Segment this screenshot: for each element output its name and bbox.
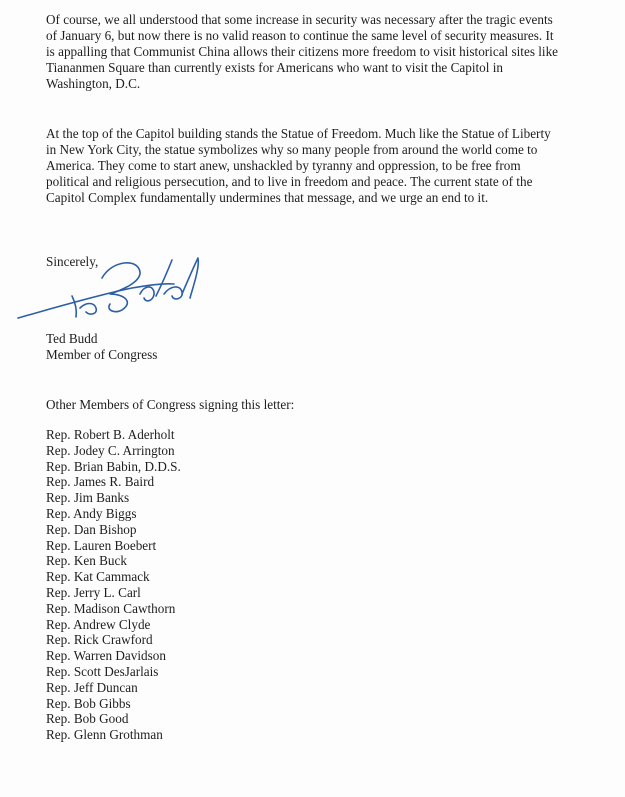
list-item: Rep. Madison Cawthorn xyxy=(46,600,176,616)
list-item: Rep. Scott DesJarlais xyxy=(46,663,159,679)
list-item: Rep. Andy Biggs xyxy=(46,505,137,521)
list-item: Rep. Jerry L. Carl xyxy=(46,584,141,600)
list-item: Rep. Jim Banks xyxy=(46,490,130,506)
list-item: Rep. Andrew Clyde xyxy=(46,616,151,632)
paragraph-line: of January 6, but now there is no valid reason to continue the same level of security measures. It xyxy=(46,28,554,43)
handwritten-signature xyxy=(14,250,214,325)
list-item: Rep. Lauren Boebert xyxy=(46,537,157,553)
list-item: Rep. Ken Buck xyxy=(46,553,127,569)
paragraph-line: political and religious persecution, and to live in freedom and peace. The current state of the xyxy=(46,174,533,189)
cosigners-list xyxy=(46,427,181,743)
paragraph-line: in New York City, the statue symbolizes why so many people from around the world come to xyxy=(46,142,538,157)
cosigners-heading: Other Members of Congress signing this letter: xyxy=(46,397,295,412)
list-item: Rep. Dan Bishop xyxy=(46,521,137,537)
closing-salutation: Sincerely, xyxy=(46,254,99,269)
list-item: Rep. Bob Good xyxy=(46,711,129,727)
paragraph-line: Of course, we all understood that some increase in security was necessary after the tragic events xyxy=(46,12,553,27)
list-item: Rep. Brian Babin, D.D.S. xyxy=(46,458,181,474)
list-item: Rep. Warren Davidson xyxy=(46,648,166,664)
list-item: Rep. Glenn Grothman xyxy=(46,727,163,743)
paragraph-line: is appalling that Communist China allows their citizens more freedom to visit historical sites like xyxy=(46,44,559,59)
paragraph-statue-of-freedom xyxy=(46,126,594,206)
list-item: Rep. Bob Gibbs xyxy=(46,695,131,711)
paragraph-security xyxy=(46,12,594,92)
signer-title: Member of Congress xyxy=(46,347,158,362)
paragraph-line: Washington, D.C. xyxy=(46,76,141,91)
signer-name: Ted Budd xyxy=(46,331,98,346)
paragraph-line: Capitol Complex fundamentally undermines that message, and we urge an end to it. xyxy=(46,190,489,205)
list-item: Rep. Jodey C. Arrington xyxy=(46,442,175,458)
paragraph-line: Tiananmen Square than currently exists for Americans who want to visit the Capitol in xyxy=(46,60,503,75)
list-item: Rep. Robert B. Aderholt xyxy=(46,427,175,442)
paragraph-line: America. They come to start anew, unshackled by tyranny and oppression, to be free from xyxy=(46,158,521,173)
list-item: Rep. Kat Cammack xyxy=(46,569,150,585)
paragraph-line: At the top of the Capitol building stands the Statue of Freedom. Much like the Statue of Liberty xyxy=(46,126,551,141)
signer-block xyxy=(46,331,157,363)
list-item: Rep. Jeff Duncan xyxy=(46,679,138,695)
list-item: Rep. James R. Baird xyxy=(46,474,155,490)
list-item: Rep. Rick Crawford xyxy=(46,632,153,648)
